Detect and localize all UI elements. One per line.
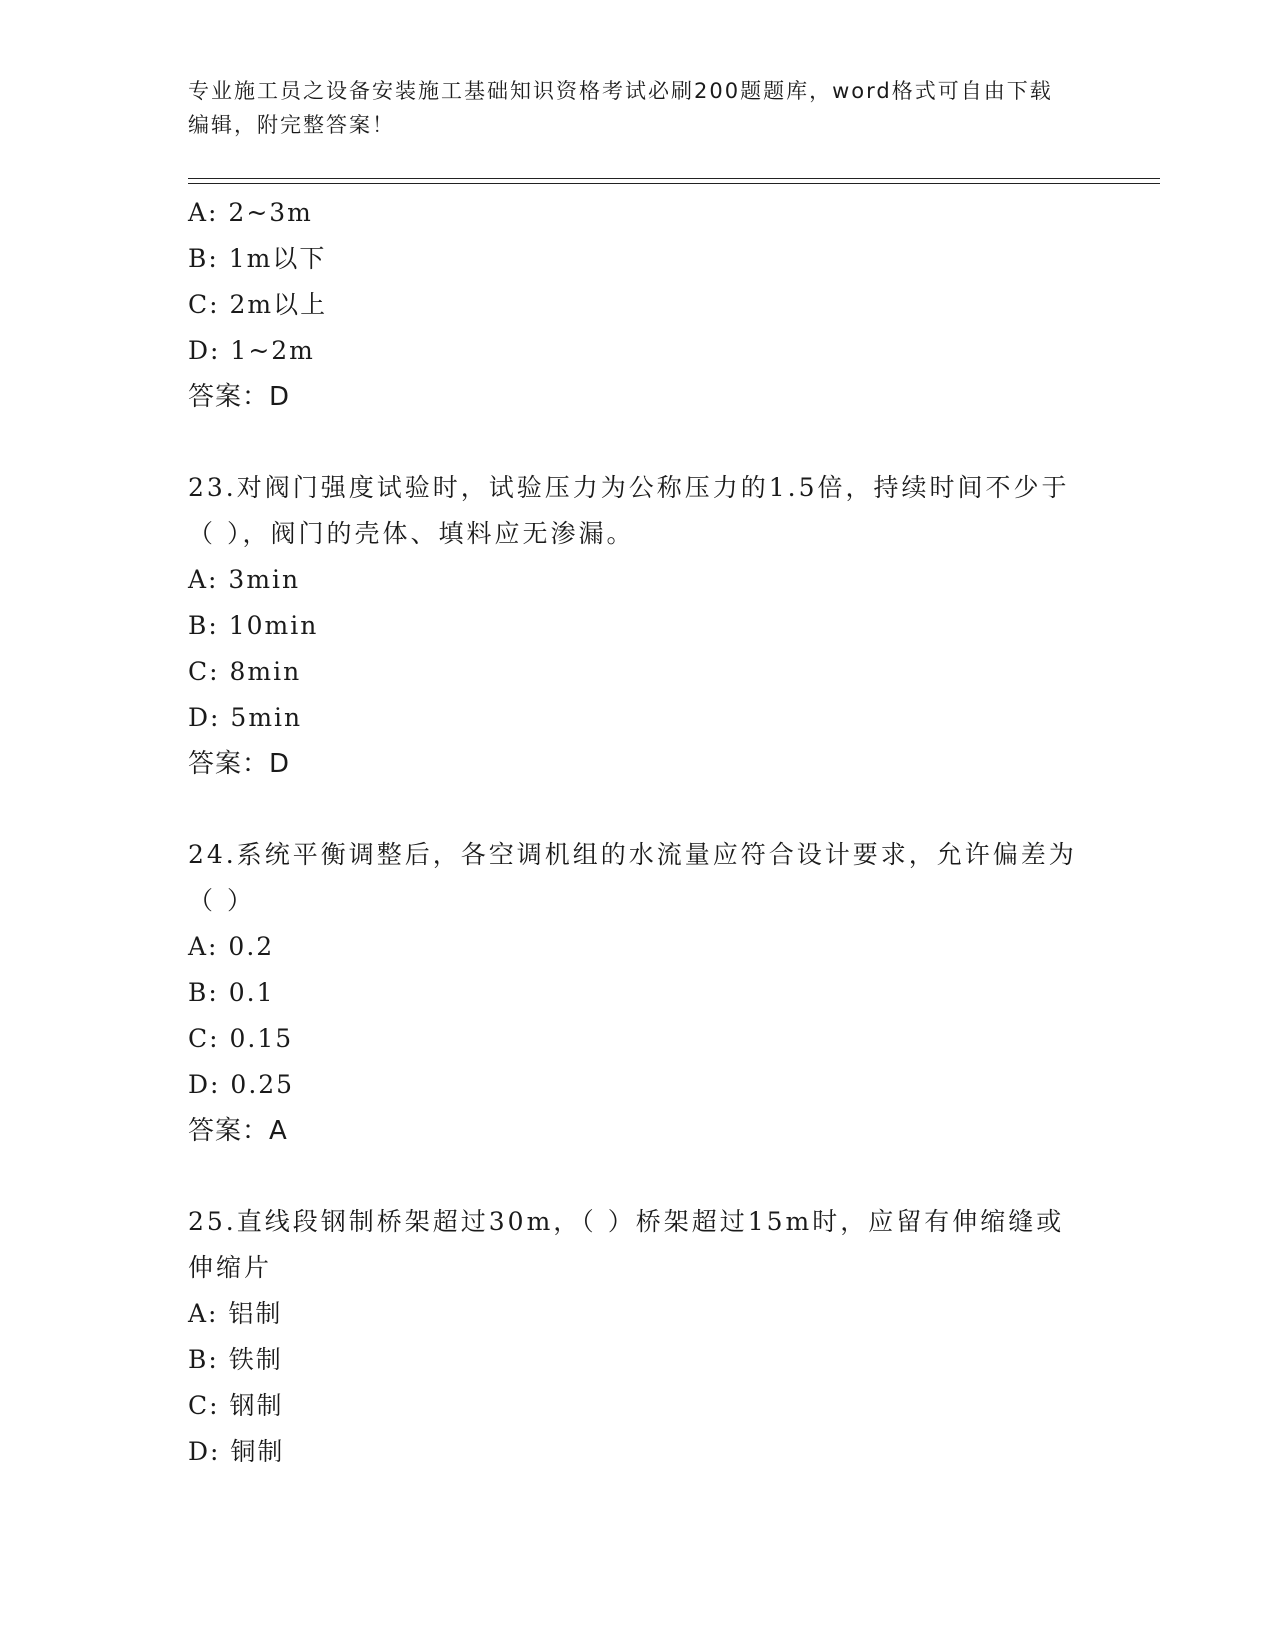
option-a: A: 铝制 — [188, 1299, 283, 1328]
spacer — [188, 420, 1088, 465]
answer-label: 答案：D — [188, 749, 291, 779]
option-a: A: 3min — [188, 565, 301, 594]
option-d: D: 5min — [188, 703, 303, 732]
question-list — [188, 190, 1088, 1475]
option-b: B: 1m以下 — [188, 244, 327, 273]
question-block-23 — [188, 465, 1088, 787]
option-c: C: 8min — [188, 657, 302, 686]
question-block-25 — [188, 1199, 1088, 1475]
spacer — [188, 787, 1088, 832]
option-c: C: 0.15 — [188, 1024, 294, 1053]
option-b: B: 铁制 — [188, 1345, 283, 1374]
question-block-22 — [188, 190, 1088, 420]
answer-label: 答案：D — [188, 382, 291, 412]
option-b: B: 10min — [188, 611, 319, 640]
header-divider-bottom — [188, 183, 1160, 184]
header-divider-top — [188, 178, 1160, 179]
option-d: D: 0.25 — [188, 1070, 295, 1099]
option-a: A: 2~3m — [188, 198, 313, 227]
answer-label: 答案：A — [188, 1116, 288, 1146]
question-text: 24.系统平衡调整后，各空调机组的水流量应符合设计要求，允许偏差为（ ） — [188, 840, 1077, 915]
question-block-24 — [188, 832, 1088, 1154]
question-text: 25.直线段钢制桥架超过30m，（ ）桥架超过15m时，应留有伸缩缝或伸缩片 — [188, 1207, 1065, 1282]
option-c: C: 钢制 — [188, 1391, 284, 1420]
option-d: D: 1~2m — [188, 336, 315, 365]
question-text: 23.对阀门强度试验时，试验压力为公称压力的1.5倍，持续时间不少于（ ），阀门的壳体、填料应无渗漏。 — [188, 473, 1070, 548]
option-b: B: 0.1 — [188, 978, 275, 1007]
document-header: 专业施工员之设备安装施工基础知识资格考试必刷200题题库，word格式可自由下载编辑，附完整答案！ — [188, 79, 1053, 137]
option-a: A: 0.2 — [188, 932, 275, 961]
option-d: D: 铜制 — [188, 1437, 285, 1466]
spacer — [188, 1154, 1088, 1199]
option-c: C: 2m以上 — [188, 290, 328, 319]
